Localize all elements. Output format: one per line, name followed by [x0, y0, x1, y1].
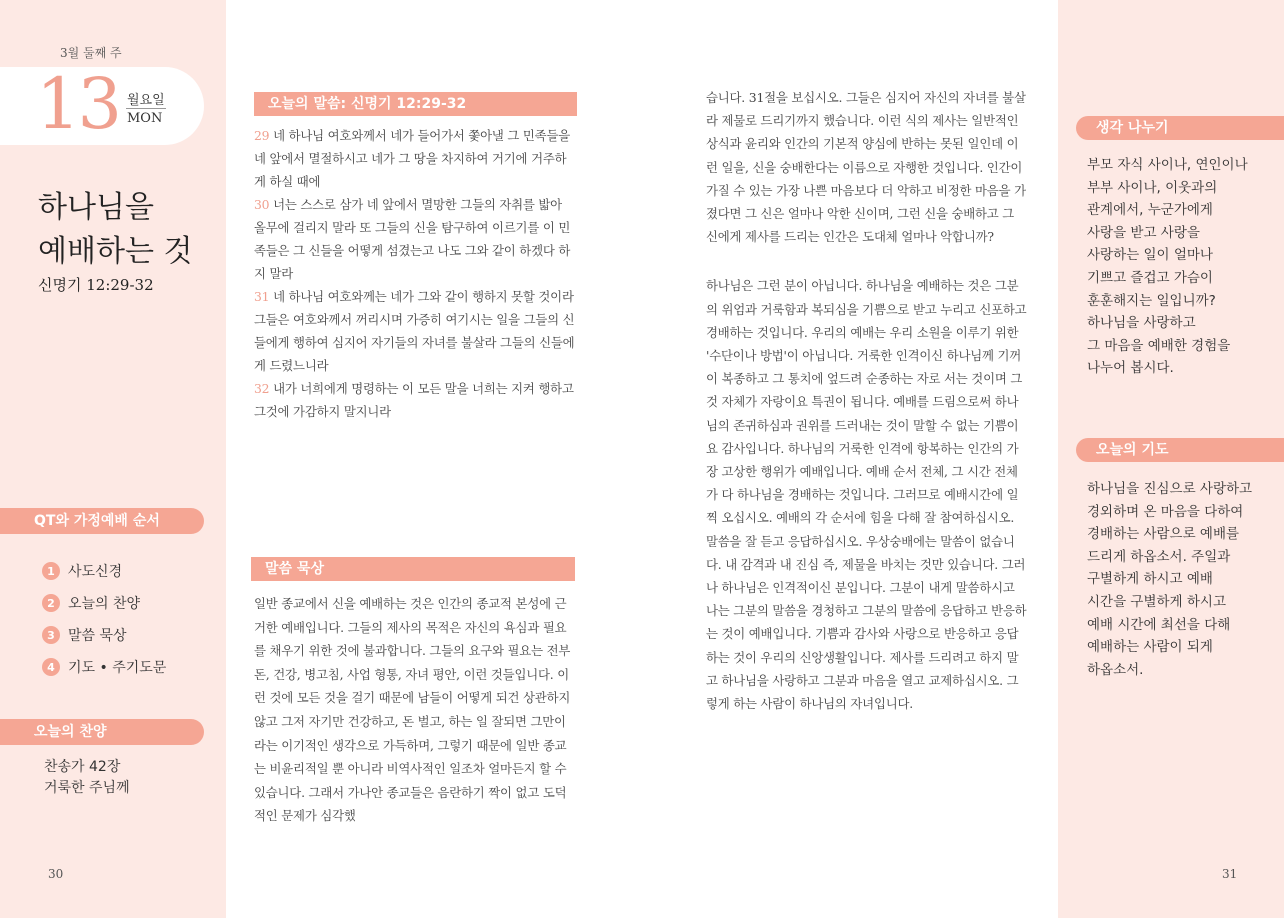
item-number-badge: 2	[42, 594, 60, 612]
verse-text: 너는 스스로 삼가 네 앞에서 멸망한 그들의 자취를 밟아 올무에 걸리지 말라 또 그들의 신을 탐구하여 이르기를 이 민족들은 그 신들을 어떻게 섬겼는고 나도 그와 같이 하겠다 하지 말라	[254, 197, 571, 281]
prayer-text: 하나님을 진심으로 사랑하고 경외하며 온 마음을 다하여 경배하는 사람으로 예배를 드리게 하옵소서. 주일과 구별하게 하시고 예배 시간을 구별하게 하시고 예배 시간에 최선을 다해 예배하는 사람이 되게 하옵소서.	[1087, 481, 1253, 678]
meditation-text-part2: 습니다. 31절을 보십시오. 그들은 심지어 자신의 자녀를 불살라 제물로 드리기까지 했습니다. 이런 식의 제사는 일반적인 상식과 윤리와 인간의 기본적 양심에 반하는 못된 일인데 이런 일을, 신을 숭배한다는 이름으로 자행한 것입니다. 인간이 가질 수 있는 가장 나쁜 마음보다 더 악하고 비정한 마음을 가졌다면 그 신은 얼마나 악한 신이며, 그런 신을 숭배하고 그 신에게 제사를 드리는 인간은 도대체 얼마나 악합니까?	[706, 90, 1026, 245]
share-header	[1076, 116, 1284, 140]
page-title	[38, 186, 192, 274]
weekday-divider	[126, 108, 166, 109]
song-number: 찬송가 42장	[44, 759, 121, 775]
song-block	[44, 757, 130, 799]
list-item	[42, 651, 166, 683]
meditation-header-label: 말씀 묵상	[265, 561, 324, 577]
item-label: 사도신경	[68, 564, 123, 580]
verse-number: 30	[254, 197, 270, 212]
list-item	[42, 555, 166, 587]
song-title: 거룩한 주님께	[44, 780, 130, 796]
item-label: 말씀 묵상	[68, 628, 127, 644]
list-item	[42, 587, 166, 619]
song-header	[0, 719, 204, 745]
prayer-header-label: 오늘의 기도	[1096, 442, 1169, 458]
verse-text: 네 하나님 여호와께서 네가 들어가서 쫓아낼 그 민족들을 네 앞에서 멸절하시고 네가 그 땅을 차지하여 거기에 거주하게 하실 때에	[254, 128, 570, 189]
title-line-2: 예배하는 것	[38, 234, 193, 269]
scripture-header	[254, 92, 577, 116]
order-header	[0, 508, 204, 534]
meditation-header	[251, 557, 575, 581]
prayer-header	[1076, 438, 1284, 462]
share-header-label: 생각 나누기	[1096, 120, 1169, 136]
meditation-text-part3: 하나님은 그런 분이 아닙니다. 하나님을 예배하는 것은 그분의 위엄과 거룩함과 복되심을 기쁨으로 받고 누리고 신포하고 경배하는 것입니다. 우리의 예배는 우리 소원을 이루기 위한 '수단이나 방법'이 아닙니다. 거룩한 인격이신 하나님께 기꺼이 복종하고 그 통치에 엎드려 순종하는 자로 서는 것이며 그것 자체가 자랑이요 특권이 됩니다. 예배를 드림으로써 하나님의 존귀하심과 권위를 드러내는 것이 말할 수 없는 기쁨이요 감사입니다. 하나님의 거룩한 인격에 항복하는 인간의 가장 고상한 행위가 예배입니다. 예배 순서 전체, 그 시간 전체가 다 하나님을 경배하는 것입니다. 그러므로 예배시간에 일찍 오십시오. 예배의 각 순서에 힘을 다해 잘 참여하십시오. 말씀을 잘 듣고 응답하십시오. 우상숭배에는 말씀이 없습니다. 내 감격과 내 진심 즉, 제물을 바치는 것만 있습니다. 그러나 하나님은 인격적이신 분입니다. 그분이 내게 말씀하시고 나는 그분의 말씀을 경청하고 그분의 말씀에 응답하고 반응하는 것이 예배입니다. 기쁨과 감사와 사랑으로 반응하고 응답하는 것이 우리의 신앙생활입니다. 제사를 드리려고 하지 말고 하나님을 사랑하고 그분과 마음을 열고 교제하십시오. 그렇게 하는 사람이 하나님의 자녀입니다.	[706, 278, 1027, 712]
page-number-left: 30	[48, 867, 64, 881]
verse-number: 31	[254, 289, 270, 304]
share-text: 부모 자식 사이나, 연인이나 부부 사이나, 이웃과의 관계에서, 누군가에게 사랑을 받고 사랑을 사랑하는 일이 얼마나 기쁘고 즐겁고 가슴이 훈훈해지는 일입니까? 하나님을 사랑하고 그 마음을 예배한 경험을 나누어 봅시다.	[1087, 157, 1248, 377]
verse-text: 네 하나님 여호와께는 네가 그와 같이 행하지 못할 것이라 그들은 여호와께서 꺼리시며 가증히 여기시는 일을 그들의 신들에게 행하여 심지어 자기들의 자녀를 불살라 그들의 신들에게 드렸느니라	[254, 289, 575, 373]
order-list	[42, 555, 166, 683]
scripture-header-label: 오늘의 말씀: 신명기 12:29-32	[268, 96, 467, 112]
item-label: 기도 • 주기도문	[68, 660, 167, 676]
item-label: 오늘의 찬양	[68, 596, 141, 612]
song-header-label: 오늘의 찬양	[34, 724, 107, 740]
meditation-column-right	[706, 86, 1028, 715]
title-line-1: 하나님을	[38, 190, 154, 225]
item-number-badge: 4	[42, 658, 60, 676]
verse-number: 32	[254, 381, 270, 396]
page-number-right: 31	[1222, 867, 1238, 881]
weekday-english: MON	[127, 111, 163, 126]
item-number-badge: 3	[42, 626, 60, 644]
order-header-label: QT와 가정예배 순서	[34, 513, 160, 529]
meditation-text-part1: 일반 종교에서 신을 예배하는 것은 인간의 종교적 본성에 근거한 예배입니다. 그들의 제사의 목적은 자신의 욕심과 필요를 채우기 위한 것에 불과합니다. 그들의 요구와 필요는 전부 돈, 건강, 병고침, 사업 형통, 자녀 평안, 이런 것들입니다. 이런 것에 모든 것을 걸기 때문에 남들이 어떻게 되건 상관하지 않고 그저 자기만 건강하고, 돈 벌고, 하는 일 잘되면 그만이라는 이기적인 생각으로 가득하며, 그렇기 때문에 일반 종교는 비윤리적일 뿐 아니라 비역사적인 일조차 얼마든지 할 수 있습니다. 그래서 가나안 종교들은 음란하기 짝이 없고 도덕적인 문제가 심각했	[254, 596, 571, 824]
day-number: 13	[36, 63, 120, 145]
scripture-text	[254, 124, 577, 423]
verse-text: 내가 너희에게 명령하는 이 모든 말을 너희는 지켜 행하고 그것에 가감하지 말지니라	[254, 381, 574, 419]
weekday-korean: 월요일	[127, 93, 165, 108]
item-number-badge: 1	[42, 562, 60, 580]
title-reference: 신명기 12:29-32	[38, 276, 154, 294]
week-label: 3월 둘째 주	[60, 46, 122, 60]
verse-number: 29	[254, 128, 270, 143]
list-item	[42, 619, 166, 651]
